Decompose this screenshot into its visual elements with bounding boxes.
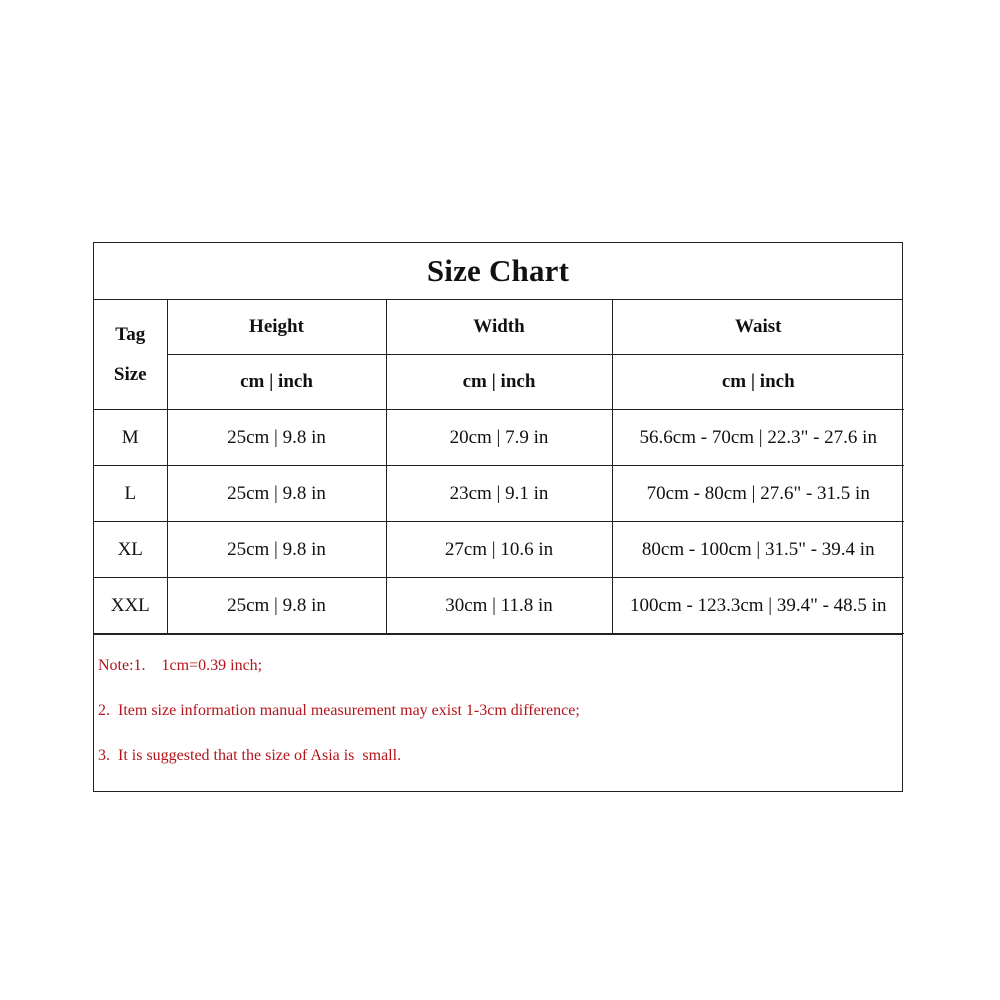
size-cell: XL xyxy=(94,522,167,578)
size-label: Size xyxy=(113,363,147,385)
note-1: Note:1. 1cm=0.39 inch; xyxy=(98,657,263,674)
title-row xyxy=(94,243,902,300)
width-cell: 27cm | 10.6 in xyxy=(386,522,612,578)
height-cell: 25cm | 9.8 in xyxy=(167,578,386,634)
note-3: 3. It is suggested that the size of Asia is small. xyxy=(98,747,402,764)
waist-cell: 70cm - 80cm | 27.6" - 31.5 in xyxy=(612,466,904,522)
size-chart xyxy=(93,242,903,792)
width-cell: 23cm | 9.1 in xyxy=(386,466,612,522)
height-cell: 25cm | 9.8 in xyxy=(167,522,386,578)
size-cell: M xyxy=(94,410,167,466)
tag-label: Tag xyxy=(115,323,146,345)
unit-waist: cm | inch xyxy=(612,355,904,410)
column-header-width: Width xyxy=(386,300,612,355)
table-row xyxy=(94,578,904,634)
size-cell: L xyxy=(94,466,167,522)
table-row xyxy=(94,410,904,466)
units-row xyxy=(94,355,904,410)
waist-cell: 80cm - 100cm | 31.5" - 39.4 in xyxy=(612,522,904,578)
chart-title: Size Chart xyxy=(426,253,570,288)
waist-cell: 56.6cm - 70cm | 22.3" - 27.6 in xyxy=(612,410,904,466)
unit-height: cm | inch xyxy=(167,355,386,410)
note-2: 2. Item size information manual measurement may exist 1-3cm difference; xyxy=(98,702,580,719)
tag-size-header xyxy=(94,300,167,410)
width-cell: 30cm | 11.8 in xyxy=(386,578,612,634)
size-table xyxy=(94,300,904,634)
column-header-height: Height xyxy=(167,300,386,355)
table-row xyxy=(94,466,904,522)
height-cell: 25cm | 9.8 in xyxy=(167,466,386,522)
column-header-waist: Waist xyxy=(612,300,904,355)
unit-width: cm | inch xyxy=(386,355,612,410)
width-cell: 20cm | 7.9 in xyxy=(386,410,612,466)
waist-cell: 100cm - 123.3cm | 39.4" - 48.5 in xyxy=(612,578,904,634)
header-row xyxy=(94,300,904,355)
height-cell: 25cm | 9.8 in xyxy=(167,410,386,466)
notes-section xyxy=(94,634,902,790)
size-cell: XXL xyxy=(94,578,167,634)
table-row xyxy=(94,522,904,578)
